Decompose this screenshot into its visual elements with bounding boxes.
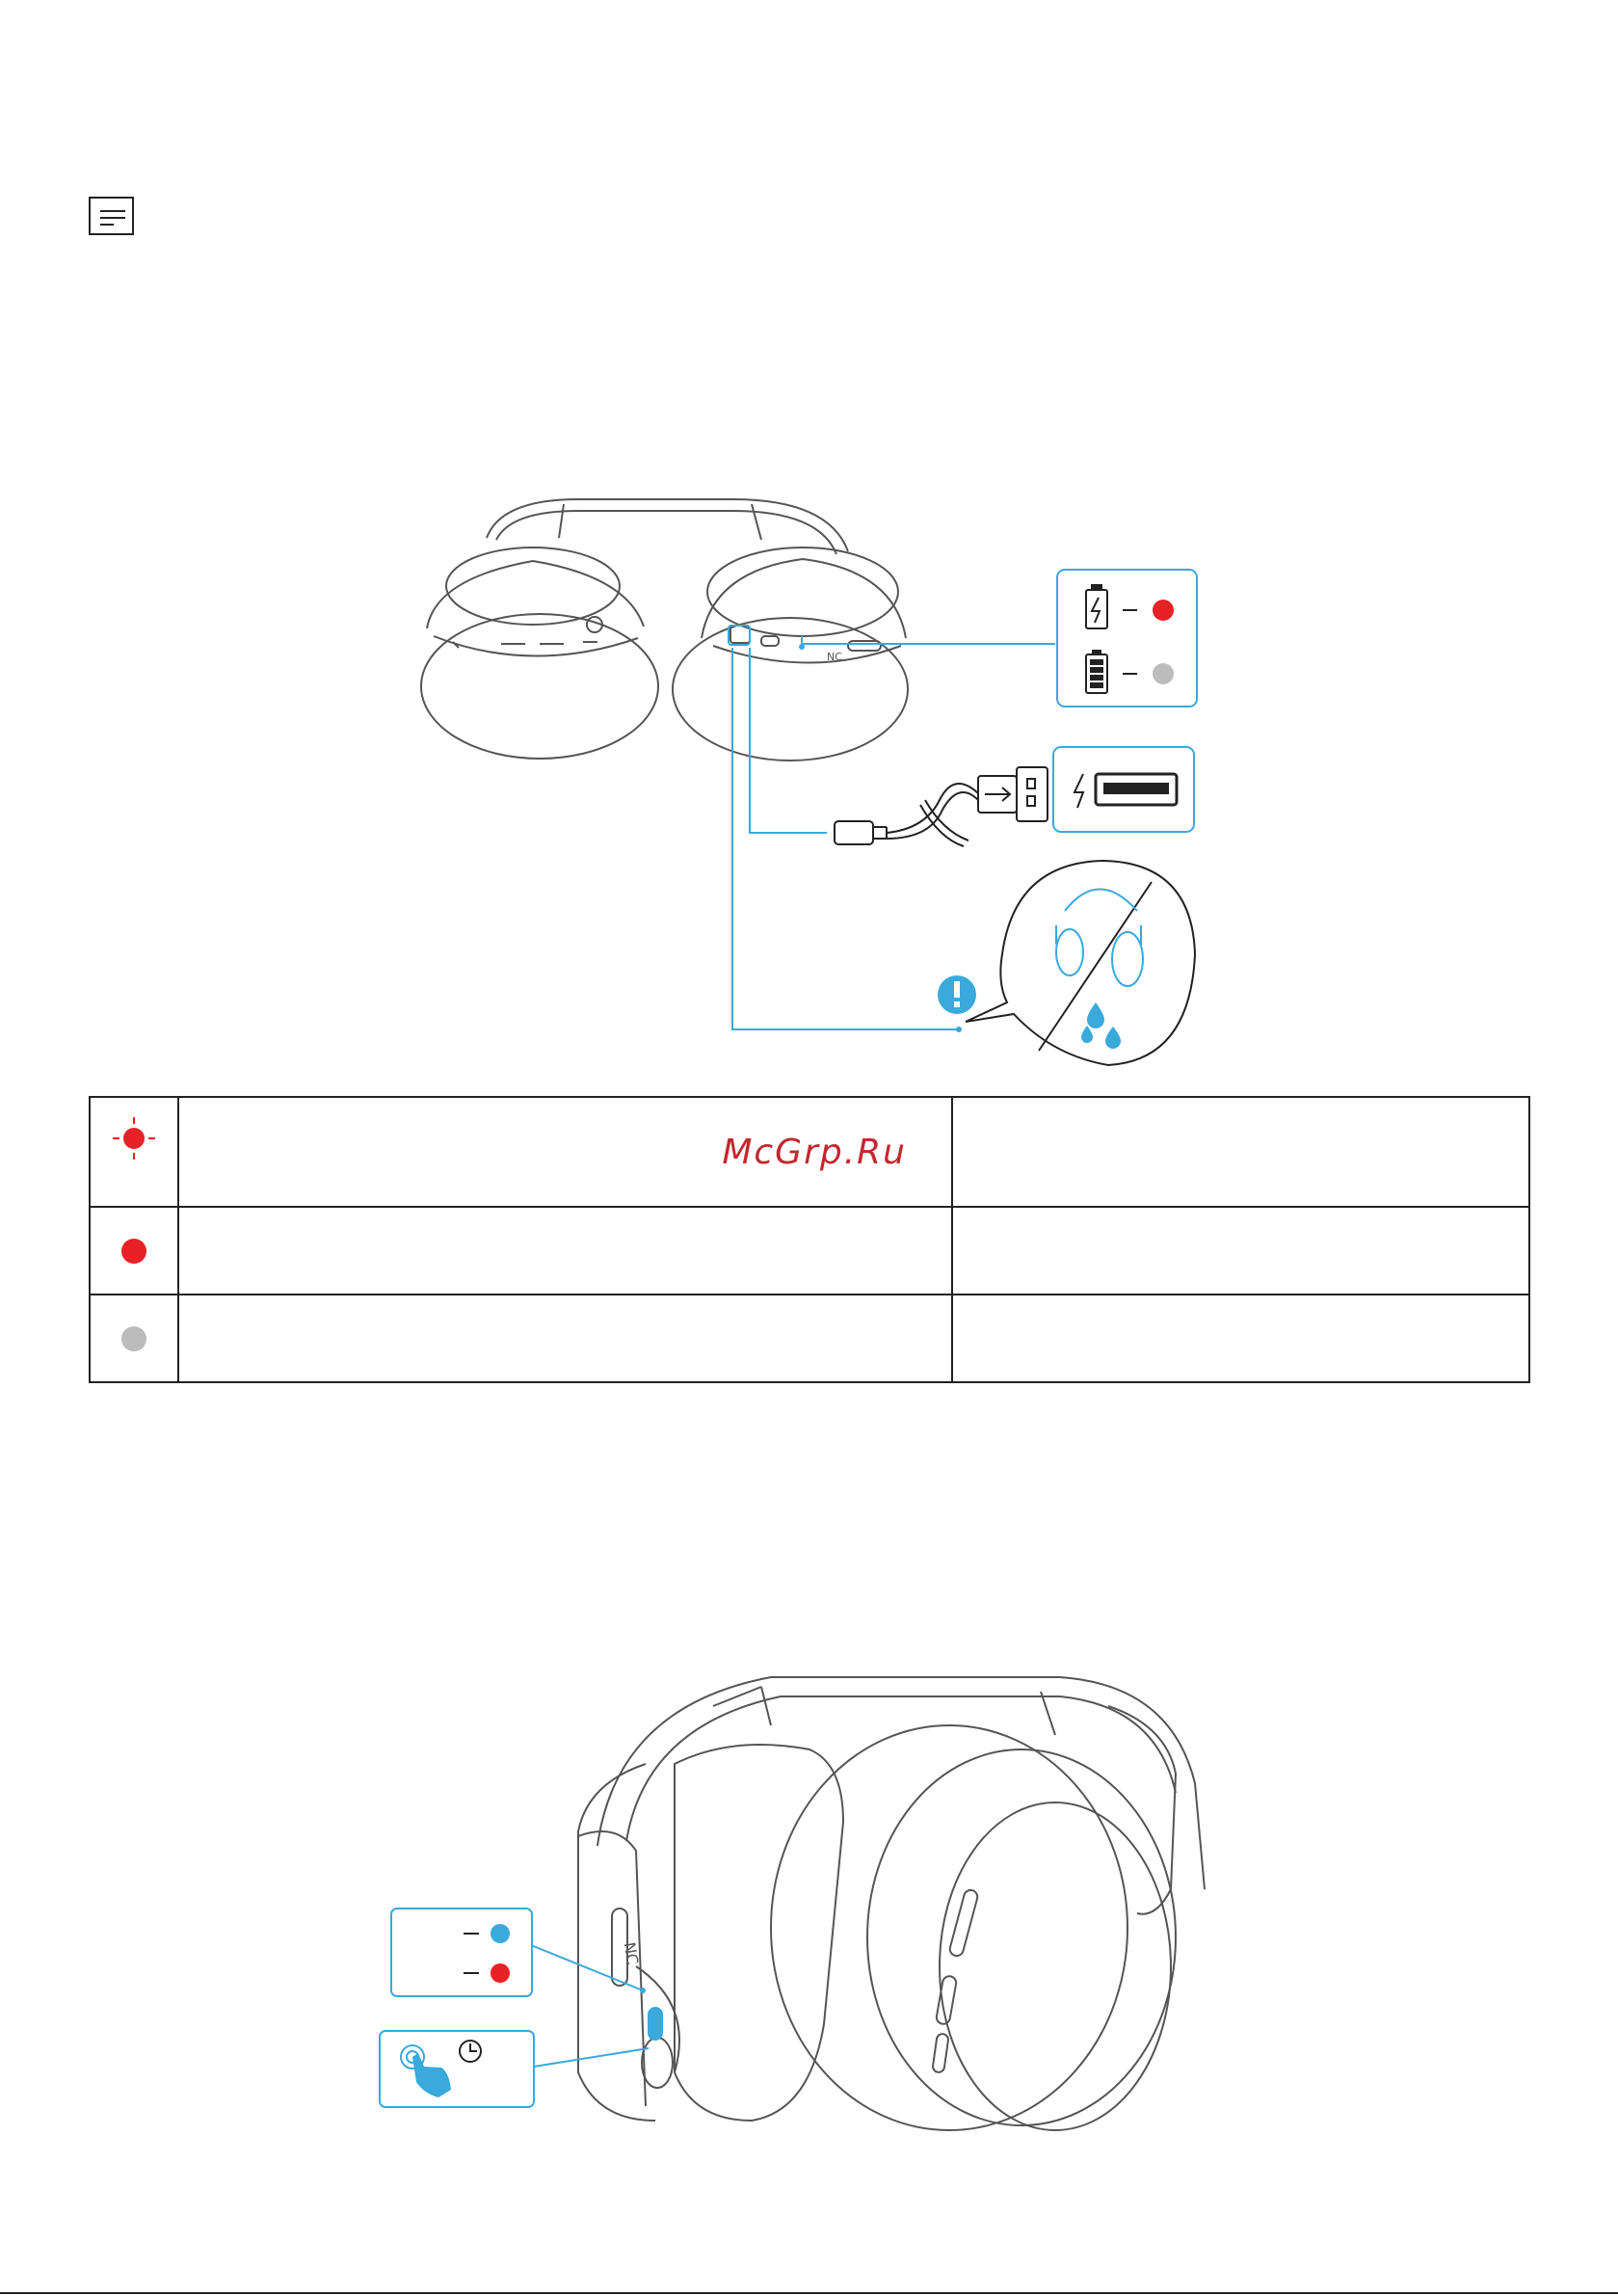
power-button-highlight: [649, 2008, 662, 2040]
table-row: [90, 1295, 1529, 1382]
red-led-dot: [1153, 600, 1174, 621]
table-row: [90, 1097, 1529, 1207]
red-led-dot-2: [491, 1963, 510, 1983]
nc-label: NC: [827, 651, 842, 663]
description-cell: [178, 1097, 952, 1207]
description-cell: [178, 1295, 952, 1382]
page-footer-rule: [0, 2292, 1618, 2294]
power-headphones-illustration: [578, 1677, 1205, 2130]
usb-cable-illustration: [835, 767, 1048, 846]
battery-status-panel: [1057, 570, 1197, 707]
press-hold-panel: [380, 2031, 534, 2107]
nc-earcup-label: NC: [620, 1940, 643, 1966]
red-dot-icon: [121, 1239, 146, 1264]
led-status-panel: [391, 1909, 532, 1996]
usb-power-panel: [1053, 747, 1194, 832]
status-cell: [952, 1097, 1529, 1207]
indicator-cell: [90, 1295, 178, 1382]
charging-headphones-illustration: [421, 499, 908, 761]
watermark: McGrp.Ru: [722, 1133, 907, 1172]
gray-led-dot: [1153, 663, 1174, 684]
table-row: [90, 1207, 1529, 1295]
indicator-cell: [90, 1097, 178, 1207]
led-status-table: [89, 1096, 1530, 1383]
status-cell: [952, 1295, 1529, 1382]
red-flashing-dot-icon: [91, 1098, 177, 1202]
water-warning-callout: [938, 861, 1195, 1065]
indicator-cell: [90, 1207, 178, 1295]
blue-led-dot: [491, 1924, 510, 1943]
gray-dot-icon: [121, 1326, 146, 1351]
description-cell: [178, 1207, 952, 1295]
status-cell: [952, 1207, 1529, 1295]
